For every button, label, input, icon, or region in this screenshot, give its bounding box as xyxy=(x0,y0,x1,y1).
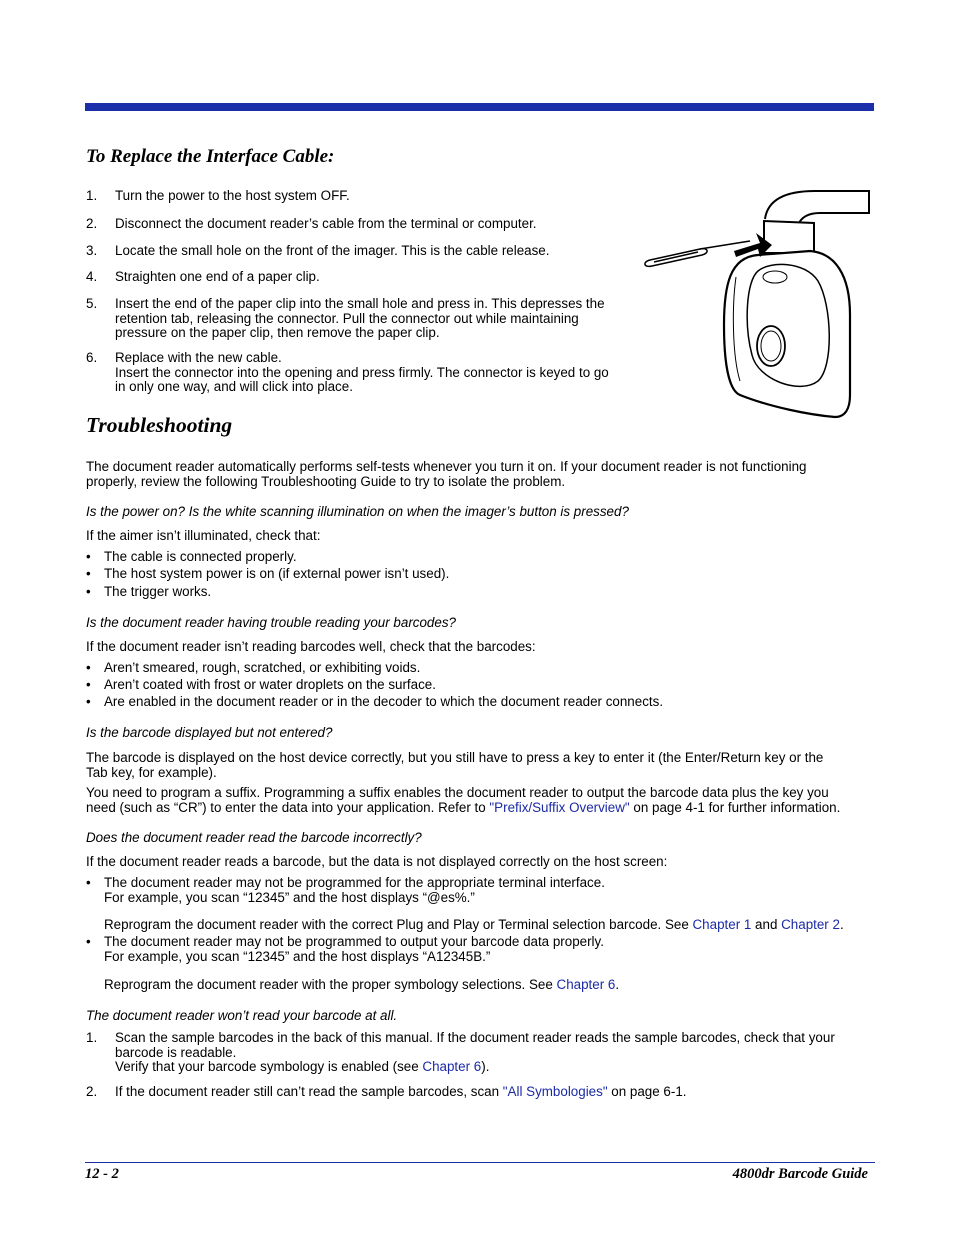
list-item: The cable is connected properly. xyxy=(104,549,297,564)
troubleshooting-intro: The document reader automatically performs self-tests whenever you turn it on. If your document reader is not functioning properly, review the following Troubleshooting Guide to try to isolate the problem. xyxy=(86,459,807,489)
header-rule xyxy=(85,103,874,111)
step-text: Turn the power to the host system OFF. xyxy=(115,188,350,203)
question-heading: Does the document reader read the barcode incorrectly? xyxy=(86,830,422,845)
step-text: Disconnect the document reader’s cable from the terminal or computer. xyxy=(115,216,537,231)
step-number: 2. xyxy=(86,1084,98,1099)
document-title: 4800dr Barcode Guide xyxy=(732,1166,868,1182)
list-item: The host system power is on (if external power isn’t used). xyxy=(104,566,450,581)
step-number: 3. xyxy=(86,243,98,258)
paragraph: The barcode is displayed on the host device correctly, but you still have to press a key to enter it (the Enter/Return key or the Tab key, for example). xyxy=(86,750,824,780)
bullet-icon: • xyxy=(86,660,91,675)
step-text: Locate the small hole on the front of the imager. This is the cable release. xyxy=(115,243,550,258)
step-text: Straighten one end of a paper clip. xyxy=(115,269,320,284)
question-heading: Is the document reader having trouble reading your barcodes? xyxy=(86,615,456,630)
question-heading: Is the barcode displayed but not entered? xyxy=(86,725,333,740)
step-text: Replace with the new cable. Insert the connector into the opening and press firmly. The connector is keyed to go in only one way, and will click into place. xyxy=(115,350,609,395)
question-lead: If the document reader isn’t reading barcodes well, check that the barcodes: xyxy=(86,639,536,654)
bullet-icon: • xyxy=(86,566,91,581)
step-text: Scan the sample barcodes in the back of this manual. If the document reader reads the sample barcodes, check that your barcode is readable. Verify that your barcode symbology is enabled (see Chapter 6). xyxy=(115,1030,835,1075)
link-chapter-6[interactable]: Chapter 6 xyxy=(422,1059,482,1075)
page-number: 12 - 2 xyxy=(85,1166,119,1182)
bullet-icon: • xyxy=(86,875,91,890)
question-heading: The document reader won’t read your barcode at all. xyxy=(86,1008,398,1023)
bullet-icon: • xyxy=(86,584,91,599)
link-all-symbologies[interactable]: "All Symbologies" xyxy=(502,1084,608,1099)
list-item: The document reader may not be programmed for the appropriate terminal interface. For example, you scan “12345” and the host displays “@es%.” xyxy=(104,875,605,905)
link-prefix-suffix-overview[interactable]: "Prefix/Suffix Overview" xyxy=(489,799,630,815)
list-item: Aren’t smeared, rough, scratched, or exhibiting voids. xyxy=(104,660,421,675)
link-chapter-2[interactable]: Chapter 2 xyxy=(781,917,840,932)
section-title-replace-cable: To Replace the Interface Cable: xyxy=(86,146,335,167)
question-heading: Is the power on? Is the white scanning illumination on when the imager’s button is pressed? xyxy=(86,504,629,519)
step-number: 1. xyxy=(86,1030,98,1045)
step-text: Insert the end of the paper clip into the small hole and press in. This depresses the retention tab, releasing the connector. Pull the connector out while maintaining pressure on the paper clip, then remove the paper clip. xyxy=(115,296,605,341)
section-title-troubleshooting: Troubleshooting xyxy=(86,413,233,437)
step-number: 2. xyxy=(86,216,98,231)
list-item-detail: Reprogram the document reader with the proper symbology selections. See Chapter 6. xyxy=(104,977,620,992)
paragraph: You need to program a suffix. Programming a suffix enables the document reader to output the barcode data plus the key you need (such as “CR”) to enter the data into your application. Refer to "Prefix/Suffix Overview" on page 4-1 for further information. xyxy=(86,785,841,815)
question-lead: If the document reader reads a barcode, but the data is not displayed correctly on the host screen: xyxy=(86,854,668,869)
step-number: 4. xyxy=(86,269,98,284)
list-item: Aren’t coated with frost or water droplets on the surface. xyxy=(104,677,436,692)
link-chapter-6[interactable]: Chapter 6 xyxy=(556,977,616,992)
link-chapter-1[interactable]: Chapter 1 xyxy=(692,917,752,932)
step-number: 5. xyxy=(86,296,98,311)
list-item: The trigger works. xyxy=(104,584,212,599)
question-lead: If the aimer isn’t illuminated, check that: xyxy=(86,528,321,543)
footer-rule xyxy=(85,1162,875,1163)
step-number: 1. xyxy=(86,188,98,203)
document-reader-illustration xyxy=(640,185,875,425)
bullet-icon: • xyxy=(86,677,91,692)
step-text: If the document reader still can’t read the sample barcodes, scan "All Symbologies" on page 6-1. xyxy=(115,1084,687,1099)
bullet-icon: • xyxy=(86,934,91,949)
list-item: Are enabled in the document reader or in the decoder to which the document reader connects. xyxy=(104,694,664,709)
step-number: 6. xyxy=(86,350,98,365)
bullet-icon: • xyxy=(86,694,91,709)
list-item-detail: Reprogram the document reader with the correct Plug and Play or Terminal selection barcode. See Chapter 1 and Chapter 2. xyxy=(104,917,844,932)
list-item: The document reader may not be programmed to output your barcode data properly. For example, you scan “12345” and the host displays “A12345B.” xyxy=(104,934,604,964)
bullet-icon: • xyxy=(86,549,91,564)
